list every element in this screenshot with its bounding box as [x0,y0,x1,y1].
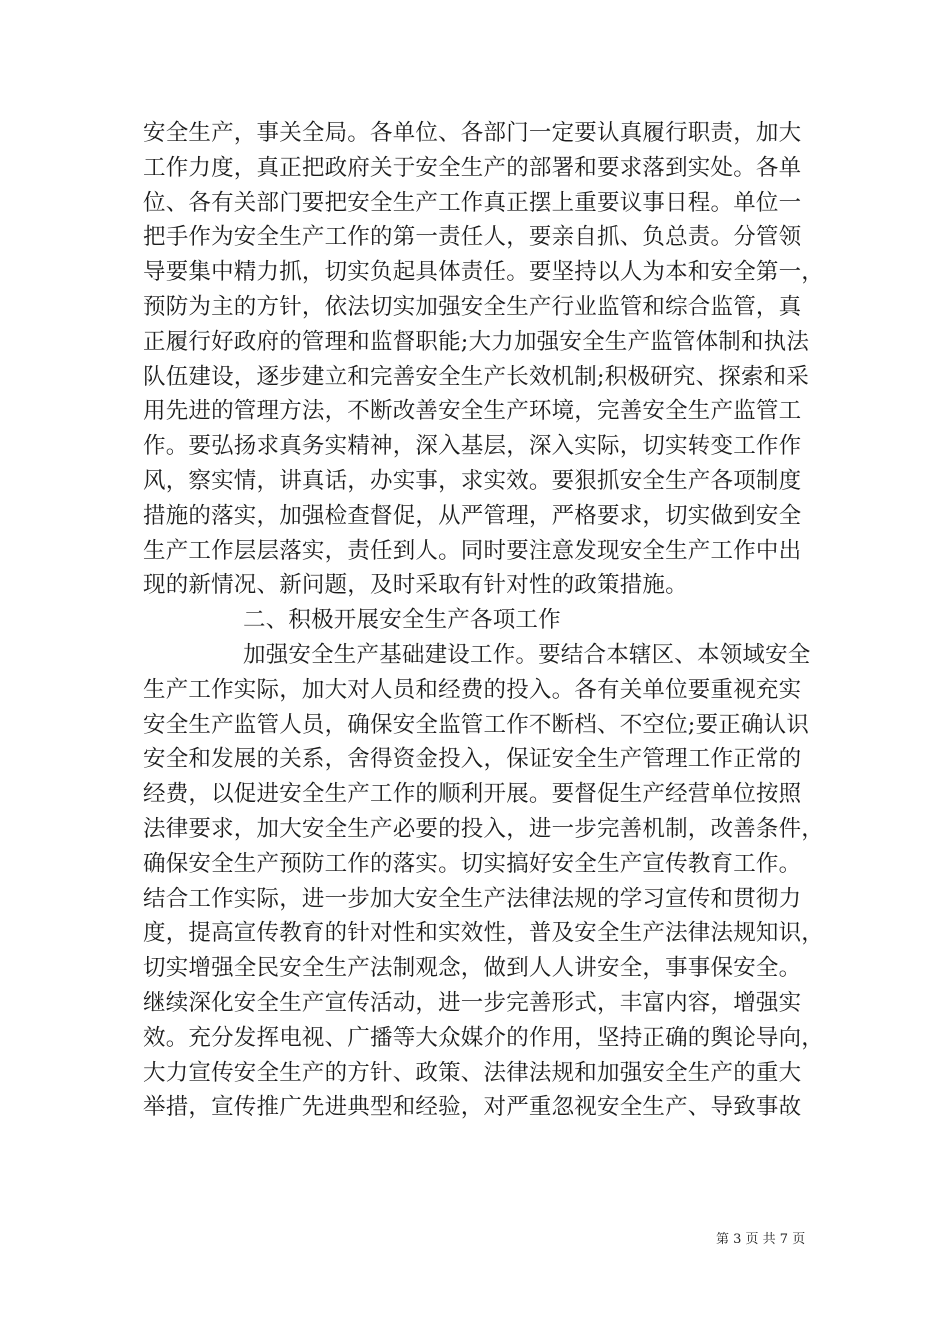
text-line: 举措，宣传推广先进典型和经验，对严重忽视安全生产、导致事故 [143,1094,802,1121]
text-line: 切实增强全民安全生产法制观念，做到人人讲安全，事事保安全。 [143,955,802,982]
text-line: 现的新情况、新问题，及时采取有针对性的政策措施。 [143,572,688,599]
text-line: 确保安全生产预防工作的落实。切实搞好安全生产宣传教育工作。 [143,850,802,877]
text-line: 风，察实情，讲真话，办实事，求实效。要狠抓安全生产各项制度 [143,468,802,494]
text-line: 生产工作层层落实，责任到人。同时要注意发现安全生产工作中出 [143,537,802,564]
text-line: 安全生产监管人员，确保安全监管工作不断档、不空位;要正确认识 [143,711,810,738]
text-line: 把手作为安全生产工作的第一责任人，要亲自抓、负总责。分管领 [143,224,802,251]
text-line: 位、各有关部门要把安全生产工作真正摆上重要议事日程。单位一 [143,189,802,216]
text-line: 工作力度，真正把政府关于安全生产的部署和要求落到实处。各单 [143,154,802,181]
text-line: 经费，以促进安全生产工作的顺利开展。要督促生产经营单位按照 [143,781,802,808]
text-line: 安全和发展的关系，舍得资金投入，保证安全生产管理工作正常的 [143,746,802,773]
page-footer: 第 3 页 共 7 页 [716,1232,806,1247]
text-line: 导要集中精力抓，切实负起具体责任。要坚持以人为本和安全第一， [143,259,825,286]
text-line: 法律要求，加大安全生产必要的投入，进一步完善机制，改善条件， [143,816,825,842]
text-line: 作。要弘扬求真务实精神，深入基层，深入实际，切实转变工作作 [143,433,802,460]
text-line: 措施的落实，加强检查督促，从严管理，严格要求，切实做到安全 [143,502,802,529]
text-line: 用先进的管理方法，不断改善安全生产环境，完善安全生产监管工 [143,398,802,425]
text-line: 安全生产，事关全局。各单位、各部门一定要认真履行职责，加大 [143,120,802,146]
text-line: 生产工作实际，加大对人员和经费的投入。各有关单位要重视充实 [143,676,802,703]
text-line: 效。充分发挥电视、广播等大众媒介的作用，坚持正确的舆论导向， [143,1024,825,1051]
text-line: 大力宣传安全生产的方针、政策、法律法规和加强安全生产的重大 [143,1059,802,1086]
text-line: 队伍建设，逐步建立和完善安全生产长效机制;积极研究、探索和采 [143,363,810,390]
text-line: 正履行好政府的管理和监督职能;大力加强安全生产监管体制和执法 [143,328,810,355]
text-line: 预防为主的方针，依法切实加强安全生产行业监管和综合监管，真 [143,294,802,320]
text-line: 加强安全生产基础建设工作。要结合本辖区、本领域安全 [243,642,811,668]
text-line: 结合工作实际，进一步加大安全生产法律法规的学习宣传和贯彻力 [143,885,802,912]
section-heading: 二、积极开展安全生产各项工作 [243,607,561,634]
text-line: 继续深化安全生产宣传活动，进一步完善形式，丰富内容，增强实 [143,990,802,1016]
text-line: 度，提高宣传教育的针对性和实效性，普及安全生产法律法规知识， [143,920,825,947]
